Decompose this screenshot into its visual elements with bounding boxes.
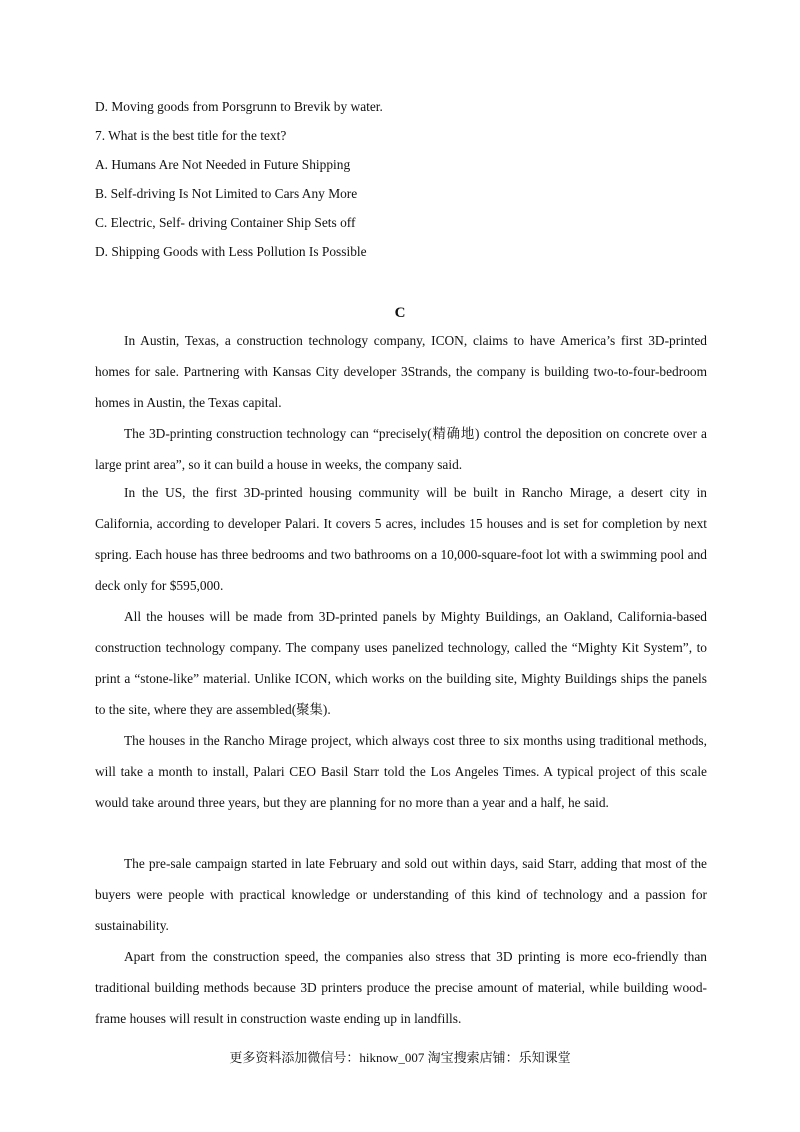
passage-paragraph-3: In the US, the first 3D-printed housing community will be built in Rancho Mirage, a desert city in California, according to developer Palari. It covers 5 acres, includes 15 houses and is set for completion by next spring. Each house has three bedrooms and two bathrooms on a 10,000-square-foot lot with a swimming pool and deck only for $595,000. [95, 485, 707, 594]
passage-paragraph-5: The houses in the Rancho Mirage project, which always cost three to six months using traditional methods, will take a month to install, Palari CEO Basil Starr told the Los Angeles Times. A typical project of this scale would take around three years, but they are planning for no more than a year and a half, he said. [95, 733, 707, 811]
footer-note: 更多资料添加微信号：hiknow_007 淘宝搜索店铺：乐知课堂 [229, 1050, 571, 1065]
passage-paragraph-4: All the houses will be made from 3D-printed panels by Mighty Buildings, an Oakland, California-based construction technology company. The company uses panelized technology, called the “Mighty Kit System”, to print a “stone-like” material. Unlike ICON, which works on the building site, Mighty Buildings ships the panels to the site, where they are assembled(聚集). [95, 609, 707, 718]
q7-option-c: C. Electric, Self- driving Container Ship Sets off [95, 215, 356, 230]
q7-stem: 7. What is the best title for the text? [95, 128, 287, 143]
q7-option-d: D. Shipping Goods with Less Pollution Is Possible [95, 244, 367, 259]
q7-option-a: A. Humans Are Not Needed in Future Shipping [95, 157, 351, 172]
passage-paragraph-6: The pre-sale campaign started in late February and sold out within days, said Starr, adding that most of the buyers were people with practical knowledge or understanding of this kind of technology and a passion for sustainability. [95, 856, 707, 934]
q6-option-d: D. Moving goods from Porsgrunn to Brevik by water. [95, 99, 383, 114]
q7-option-b: B. Self-driving Is Not Limited to Cars Any More [95, 186, 358, 201]
passage-paragraph-7: Apart from the construction speed, the companies also stress that 3D printing is more eco-friendly than traditional building methods because 3D printers produce the precise amount of material, while building wood-frame houses will result in construction waste ending up in landfills. [95, 949, 707, 1027]
passage-paragraph-1: In Austin, Texas, a construction technology company, ICON, claims to have America’s first 3D-printed homes for sale. Partnering with Kansas City developer 3Strands, the company is building two-to-four-bedroom homes in Austin, the Texas capital. [95, 333, 707, 411]
passage-paragraph-2: The 3D-printing construction technology can “precisely(精确地) control the deposition on concrete over a large print area”, so it can build a house in weeks, the company said. [95, 426, 707, 473]
passage-label: C [394, 305, 406, 321]
